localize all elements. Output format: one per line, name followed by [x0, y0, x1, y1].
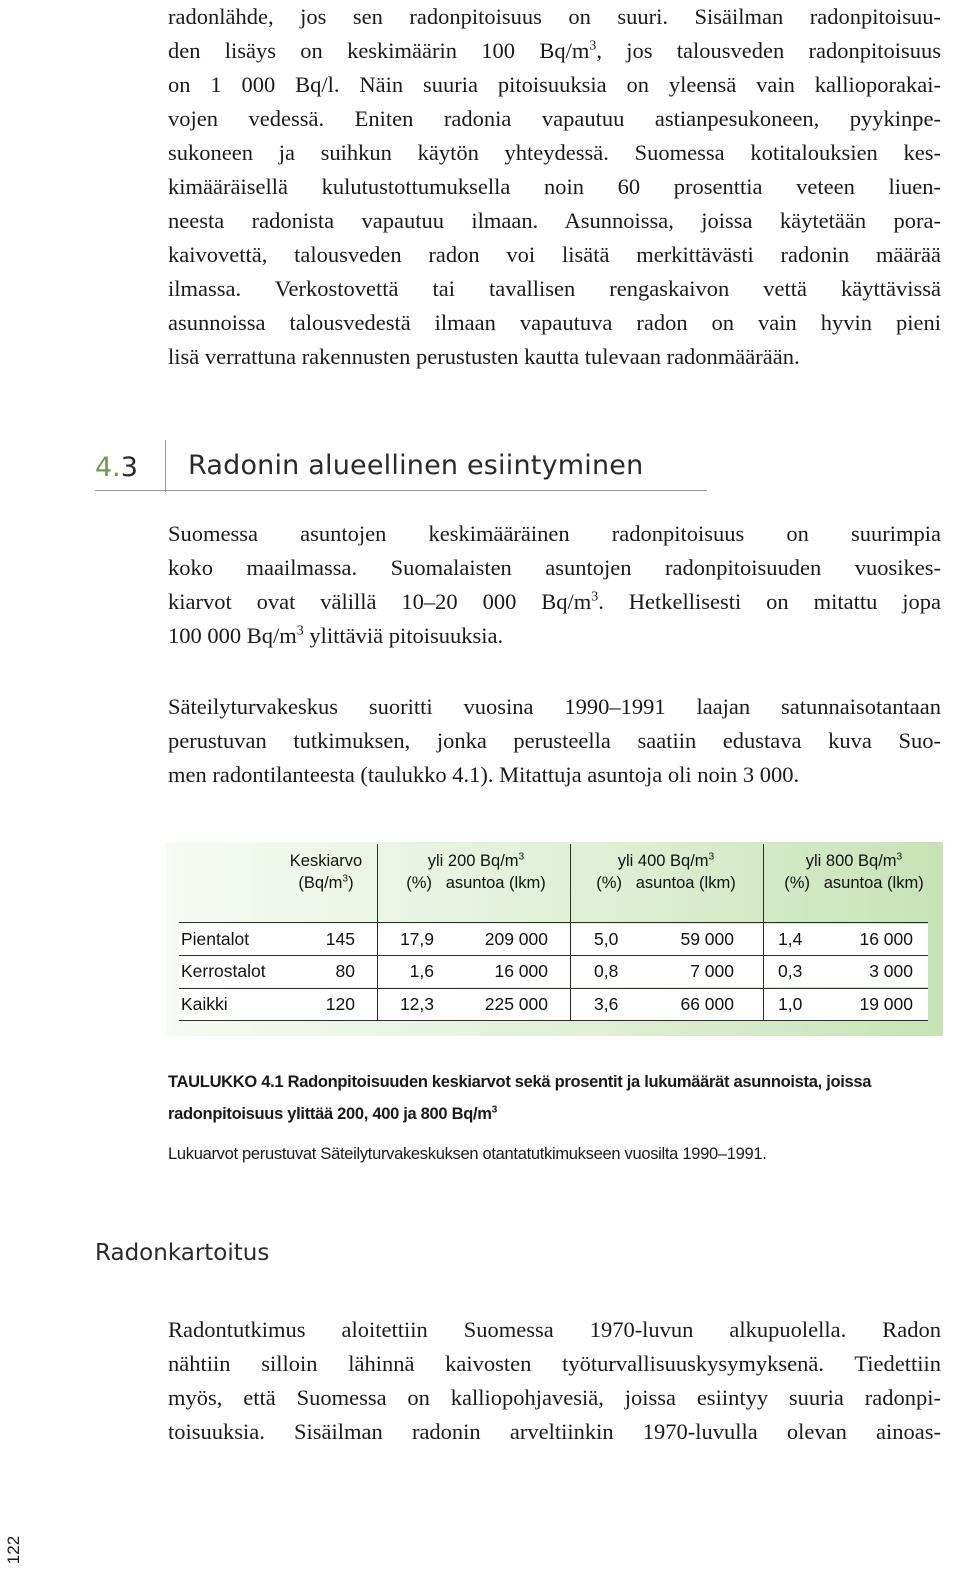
paragraph-finland-radon	[168, 517, 941, 653]
cell-count-400: 59 000	[680, 929, 734, 949]
row-label: Kerrostalot	[181, 961, 266, 981]
cell-pct-200: 17,9	[399, 929, 434, 949]
cell-pct-400: 0,8	[594, 961, 619, 981]
cell-count-400: 7 000	[690, 961, 734, 981]
text-line: men radontilanteesta (taulukko 4.1). Mitattuja asuntoja oli noin 3 000.	[168, 762, 800, 787]
cell-count-800: 19 000	[859, 994, 913, 1014]
section-divider-horizontal	[95, 490, 707, 491]
text-line: kaivovettä, talousveden radon voi lisätä merkittävästi radonin määrää	[168, 242, 941, 267]
header-over-200: yli 200 $Bq/m^3$ (%) asuntoa (lkm)	[406, 851, 546, 892]
row-label: Kaikki	[181, 994, 228, 1014]
cell-count-400: 66 000	[680, 994, 734, 1014]
section-title: Radonin alueellinen esiintyminen	[188, 450, 644, 481]
text-line: ilmassa. Verkostovettä tai tavallisen rengaskaivon vettä käyttävissä	[168, 276, 941, 301]
text-line: Säteilyturvakeskus suoritti vuosina 1990–1991 laajan satunnaisotantaan	[168, 694, 941, 719]
cell-pct-800: 1,4	[778, 929, 803, 949]
text-line: Radontutkimus aloitettiin Suomessa 1970-luvun alkupuolella. Radon	[168, 1317, 941, 1342]
text-line: toisuuksia. Sisäilman radonin arveltiinkin 1970-luvulla olevan ainoas-	[168, 1419, 941, 1444]
text-line: vojen vedessä. Eniten radonia vapautuu astianpesukoneen, pyykinpe-	[168, 106, 941, 131]
cell-count-200: 209 000	[484, 929, 548, 949]
text-line: kiarvot ovat välillä 10–20 000 $Bq/m^3$. Hetkellisesti on mitattu jopa	[168, 589, 941, 614]
cell-count-800: 16 000	[859, 929, 913, 949]
table-rule	[179, 955, 928, 956]
text-line: radonlähde, jos sen radonpitoisuus on suuri. Sisäilman radonpitoisuu-	[168, 4, 941, 29]
table-rule	[179, 988, 928, 989]
radon-table	[166, 842, 943, 1036]
cell-pct-800: 0,3	[778, 961, 803, 981]
text-line: koko maailmassa. Suomalaisten asuntojen radonpitoisuuden vuosikes-	[168, 555, 941, 580]
text-line: asunnoissa talousvedestä ilmaan vapautuva radon on vain hyvin pieni	[168, 310, 941, 335]
text-line: myös, että Suomessa on kalliopohjavesiä, joissa esiintyy suuria radonpi-	[168, 1385, 941, 1410]
caption-text: Radonpitoisuuden keskiarvot sekä prosentit ja lukumäärät asunnoista, joissa radonpitoisuus ylittää 200, 400 ja 800 Bq/m	[168, 1073, 872, 1123]
text-line: on 1 000 Bq/l. Näin suuria pitoisuuksia on yleensä vain kallioporakai-	[168, 72, 941, 97]
cell-mean: 80	[335, 961, 355, 981]
cell-count-800: 3 000	[869, 961, 913, 981]
caption-note: Lukuarvot perustuvat Säteilyturvakeskuksen otantatutkimukseen vuosilta 1990–1991.	[168, 1145, 767, 1163]
cell-pct-400: 5,0	[594, 929, 619, 949]
cell-pct-800: 1,0	[778, 994, 803, 1014]
table-rule	[179, 922, 928, 923]
cell-count-200: 225 000	[484, 994, 548, 1014]
cell-pct-400: 3,6	[594, 994, 619, 1014]
paragraph-radon-mapping	[168, 1313, 941, 1449]
text-line: den lisäys on keskimäärin 100 $Bq/m^3$, jos talousveden radonpitoisuus	[168, 38, 941, 63]
cell-mean: 120	[325, 994, 355, 1014]
text-line: sukoneen ja suihkun käytön yhteydessä. Suomessa kotitalouksien kes-	[168, 140, 941, 165]
table-column-rule	[763, 844, 764, 1020]
subheading: Radonkartoitus	[95, 1240, 270, 1266]
cell-count-200: 16 000	[494, 961, 548, 981]
row-label: Pientalot	[181, 929, 250, 949]
section-number: 4.3	[95, 452, 138, 483]
table-column-rule	[570, 844, 571, 1020]
cell-mean: 145	[325, 929, 355, 949]
header-over-400: yli 400 $Bq/m^3$ (%) asuntoa (lkm)	[596, 851, 736, 892]
cell-pct-200: 1,6	[409, 961, 434, 981]
header-mean: Keskiarvo $(Bq/m^3)$	[289, 852, 363, 892]
text-line: 100 000 $Bq/m^3$ ylittäviä pitoisuuksia.	[168, 623, 504, 648]
table-column-rule	[377, 844, 378, 1020]
paragraph-radon-water	[168, 0, 941, 374]
page-number: 122	[4, 1535, 23, 1565]
paragraph-study	[168, 690, 941, 792]
text-line: neesta radonista vapautuu ilmaan. Asunnoissa, joissa käytetään pora-	[168, 208, 941, 233]
section-divider-vertical	[165, 440, 166, 492]
row-background	[179, 924, 928, 955]
text-line: nähtiin silloin lähinnä kaivosten työturvallisuuskysymyksenä. Tiedettiin	[168, 1351, 941, 1376]
table-rule	[179, 1020, 928, 1021]
text-line: kimääräisellä kulutustottumuksella noin 60 prosenttia veteen liuen-	[168, 174, 941, 199]
table-caption	[168, 1066, 928, 1130]
text-line: perustuvan tutkimuksen, jonka perusteella saatiin edustava kuva Suo-	[168, 728, 941, 753]
cell-pct-200: 12,3	[399, 994, 434, 1014]
row-background	[179, 989, 928, 1020]
text-line: lisä verrattuna rakennusten perustusten kautta tulevaan radonmäärään.	[168, 344, 800, 369]
caption-label: TAULUKKO 4.1	[168, 1073, 284, 1091]
text-line: Suomessa asuntojen keskimääräinen radonpitoisuus on suurimpia	[168, 521, 941, 546]
row-background	[179, 956, 928, 987]
caption-sup: 3	[491, 1104, 498, 1116]
header-over-800: yli 800 $Bq/m^3$ (%) asuntoa (lkm)	[784, 851, 924, 892]
